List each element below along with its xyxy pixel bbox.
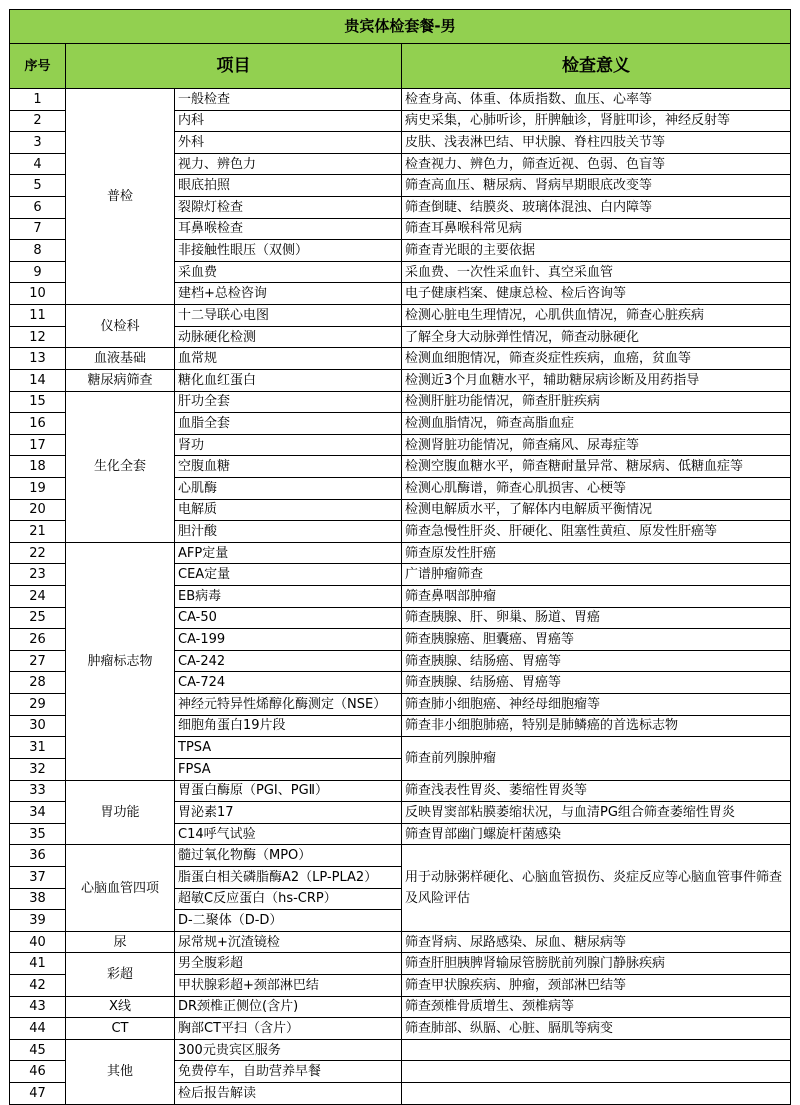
meaning-cell: 筛查颈椎骨质增生、颈椎病等 [402,996,791,1018]
row-number: 42 [10,974,66,996]
meaning-cell: 检测肾脏功能情况，筛查痛风、尿毒症等 [402,434,791,456]
item-cell: CA-50 [175,607,402,629]
item-cell: 肾功 [175,434,402,456]
meaning-cell: 了解全身大动脉弹性情况，筛查动脉硬化 [402,326,791,348]
table-row [10,369,791,391]
meaning-cell: 检测血脂情况，筛查高脂血症 [402,413,791,435]
row-number: 7 [10,218,66,240]
category-cell: 血液基础 [66,348,175,370]
item-cell: 免费停车，自助营养早餐 [175,1061,402,1083]
row-number: 28 [10,672,66,694]
item-cell: D-二聚体（D-D） [175,910,402,932]
row-number: 40 [10,931,66,953]
item-cell: 胃泌素17 [175,802,402,824]
meaning-cell: 筛查肝胆胰脾肾输尿管膀胱前列腺门静脉疾病 [402,953,791,975]
meaning-cell: 电子健康档案、健康总检、检后咨询等 [402,283,791,305]
item-cell: 耳鼻喉检查 [175,218,402,240]
item-cell: 裂隙灯检查 [175,197,402,219]
row-number: 46 [10,1061,66,1083]
meaning-cell: 筛查耳鼻喉科常见病 [402,218,791,240]
item-cell: 300元贵宾区服务 [175,1039,402,1061]
item-cell: DR颈椎正侧位(含片) [175,996,402,1018]
row-number: 47 [10,1083,66,1105]
row-number: 2 [10,110,66,132]
row-number: 32 [10,758,66,780]
row-number: 14 [10,369,66,391]
row-number: 34 [10,802,66,824]
meaning-cell: 检测心脏电生理情况，心肌供血情况，筛查心脏疾病 [402,305,791,327]
meaning-cell: 筛查胰腺、结肠癌、胃癌等 [402,672,791,694]
meaning-cell: 检测空腹血糖水平，筛查糖耐量异常、糖尿病、低糖血症等 [402,456,791,478]
meaning-cell: 筛查胰腺癌、胆囊癌、胃癌等 [402,629,791,651]
table-row [10,1039,791,1061]
row-number: 29 [10,694,66,716]
row-number: 26 [10,629,66,651]
row-number: 15 [10,391,66,413]
meaning-cell: 用于动脉粥样硬化、心脑血管损伤、炎症反应等心脑血管事件筛查及风险评估 [402,845,791,931]
item-cell: 胸部CT平扫（含片） [175,1018,402,1040]
meaning-cell: 筛查非小细胞肺癌，特别是肺鳞癌的首选标志物 [402,715,791,737]
meaning-cell: 筛查急慢性肝炎、肝硬化、阻塞性黄疸、原发性肝癌等 [402,521,791,543]
row-number: 30 [10,715,66,737]
meaning-cell: 采血费、一次性采血针、真空采血管 [402,261,791,283]
item-cell: 甲状腺彩超+颈部淋巴结 [175,974,402,996]
row-number: 22 [10,542,66,564]
meaning-cell: 筛查胰腺、结肠癌、胃癌等 [402,650,791,672]
item-cell: 胆汁酸 [175,521,402,543]
item-cell: 空腹血糖 [175,456,402,478]
row-number: 24 [10,586,66,608]
category-cell: CT [66,1018,175,1040]
item-cell: 视力、辨色力 [175,153,402,175]
item-cell: CEA定量 [175,564,402,586]
meaning-cell: 检测近3个月血糖水平，辅助糖尿病诊断及用药指导 [402,369,791,391]
category-cell: 心脑血管四项 [66,845,175,931]
row-number: 10 [10,283,66,305]
meaning-cell: 筛查前列腺肿瘤 [402,737,791,780]
meaning-cell: 筛查倒睫、结膜炎、玻璃体混浊、白内障等 [402,197,791,219]
meaning-cell: 筛查肺小细胞癌、神经母细胞瘤等 [402,694,791,716]
meaning-cell: 筛查胰腺、肝、卵巢、肠道、胃癌 [402,607,791,629]
item-cell: 电解质 [175,499,402,521]
table-row [10,305,791,327]
meaning-cell: 病史采集，心肺听诊，肝脾触诊，肾脏叩诊，神经反射等 [402,110,791,132]
meaning-cell: 筛查肾病、尿路感染、尿血、糖尿病等 [402,931,791,953]
item-cell: 细胞角蛋白19片段 [175,715,402,737]
row-number: 44 [10,1018,66,1040]
item-cell: TPSA [175,737,402,759]
item-cell: CA-242 [175,650,402,672]
table-row [10,542,791,564]
item-cell: 糖化血红蛋白 [175,369,402,391]
item-cell: 男全腹彩超 [175,953,402,975]
category-cell: 生化全套 [66,391,175,542]
category-cell: 彩超 [66,953,175,996]
item-cell: 一般检查 [175,89,402,111]
meaning-cell: 皮肤、浅表淋巴结、甲状腺、脊柱四肢关节等 [402,132,791,154]
row-number: 1 [10,89,66,111]
row-number: 6 [10,197,66,219]
table-body [10,89,791,1105]
row-number: 33 [10,780,66,802]
row-number: 25 [10,607,66,629]
table-row [10,391,791,413]
row-number: 4 [10,153,66,175]
row-number: 43 [10,996,66,1018]
meaning-cell: 检测电解质水平，了解体内电解质平衡情况 [402,499,791,521]
row-number: 12 [10,326,66,348]
category-cell: 其他 [66,1039,175,1104]
row-number: 17 [10,434,66,456]
row-number: 20 [10,499,66,521]
meaning-cell: 反映胃窦部粘膜萎缩状况，与血清PG组合筛查萎缩性胃炎 [402,802,791,824]
row-number: 27 [10,650,66,672]
row-number: 21 [10,521,66,543]
row-number: 39 [10,910,66,932]
checkup-package-table [9,9,791,1105]
meaning-cell: 筛查原发性肝癌 [402,542,791,564]
header-item: 项目 [66,44,402,89]
item-cell: CA-199 [175,629,402,651]
meaning-cell: 检查视力、辨色力，筛查近视、色弱、色盲等 [402,153,791,175]
table-row [10,931,791,953]
meaning-cell: 检查身高、体重、体质指数、血压、心率等 [402,89,791,111]
row-number: 11 [10,305,66,327]
meaning-cell: 筛查甲状腺疾病、肿瘤，颈部淋巴结等 [402,974,791,996]
item-cell: EB病毒 [175,586,402,608]
table-row [10,845,791,867]
item-cell: CA-724 [175,672,402,694]
item-cell: 建档+总检咨询 [175,283,402,305]
item-cell: 肝功全套 [175,391,402,413]
meaning-cell: 检测血细胞情况，筛查炎症性疾病，血癌，贫血等 [402,348,791,370]
row-number: 38 [10,888,66,910]
meaning-cell: 筛查浅表性胃炎、萎缩性胃炎等 [402,780,791,802]
meaning-cell [402,1039,791,1061]
row-number: 9 [10,261,66,283]
item-cell: 内科 [175,110,402,132]
item-cell: 眼底拍照 [175,175,402,197]
meaning-cell: 筛查高血压、糖尿病、肾病早期眼底改变等 [402,175,791,197]
row-number: 3 [10,132,66,154]
category-cell: 尿 [66,931,175,953]
row-number: 16 [10,413,66,435]
item-cell: C14呼气试验 [175,823,402,845]
item-cell: 十二导联心电图 [175,305,402,327]
row-number: 23 [10,564,66,586]
meaning-cell: 筛查鼻咽部肿瘤 [402,586,791,608]
meaning-cell: 筛查肺部、纵膈、心脏、膈肌等病变 [402,1018,791,1040]
checkup-package-table-wrapper [9,9,790,1105]
table-row [10,89,791,111]
row-number: 41 [10,953,66,975]
meaning-cell [402,1061,791,1083]
item-cell: 超敏C反应蛋白（hs-CRP） [175,888,402,910]
category-cell: 普检 [66,89,175,305]
table-title: 贵宾体检套餐-男 [10,10,791,44]
row-number: 18 [10,456,66,478]
item-cell: 尿常规+沉渣镜检 [175,931,402,953]
item-cell: 神经元特异性烯醇化酶测定（NSE） [175,694,402,716]
item-cell: FPSA [175,758,402,780]
item-cell: 外科 [175,132,402,154]
table-row [10,996,791,1018]
item-cell: 血常规 [175,348,402,370]
table-row [10,348,791,370]
item-cell: 心肌酶 [175,477,402,499]
row-number: 8 [10,240,66,262]
table-row [10,953,791,975]
category-cell: 糖尿病筛查 [66,369,175,391]
meaning-cell: 筛查胃部幽门螺旋杆菌感染 [402,823,791,845]
category-cell: 胃功能 [66,780,175,845]
item-cell: 非接触性眼压（双侧） [175,240,402,262]
category-cell: 仪检科 [66,305,175,348]
table-row [10,780,791,802]
meaning-cell: 检测心肌酶谱，筛查心肌损害、心梗等 [402,477,791,499]
item-cell: 胃蛋白酶原（PGⅠ、PGⅡ） [175,780,402,802]
item-cell: 采血费 [175,261,402,283]
meaning-cell: 筛查青光眼的主要依据 [402,240,791,262]
item-cell: 脂蛋白相关磷脂酶A2（LP-PLA2） [175,866,402,888]
item-cell: 检后报告解读 [175,1083,402,1105]
meaning-cell: 检测肝脏功能情况，筛查肝脏疾病 [402,391,791,413]
row-number: 35 [10,823,66,845]
table-row [10,1018,791,1040]
item-cell: AFP定量 [175,542,402,564]
meaning-cell [402,1083,791,1105]
category-cell: 肿瘤标志物 [66,542,175,780]
category-cell: X线 [66,996,175,1018]
row-number: 13 [10,348,66,370]
row-number: 19 [10,477,66,499]
meaning-cell: 广谱肿瘤筛查 [402,564,791,586]
item-cell: 动脉硬化检测 [175,326,402,348]
item-cell: 血脂全套 [175,413,402,435]
row-number: 45 [10,1039,66,1061]
row-number: 31 [10,737,66,759]
item-cell: 髓过氧化物酶（MPO） [175,845,402,867]
row-number: 36 [10,845,66,867]
row-number: 5 [10,175,66,197]
header-no: 序号 [10,44,66,89]
row-number: 37 [10,866,66,888]
header-meaning: 检查意义 [402,44,791,89]
